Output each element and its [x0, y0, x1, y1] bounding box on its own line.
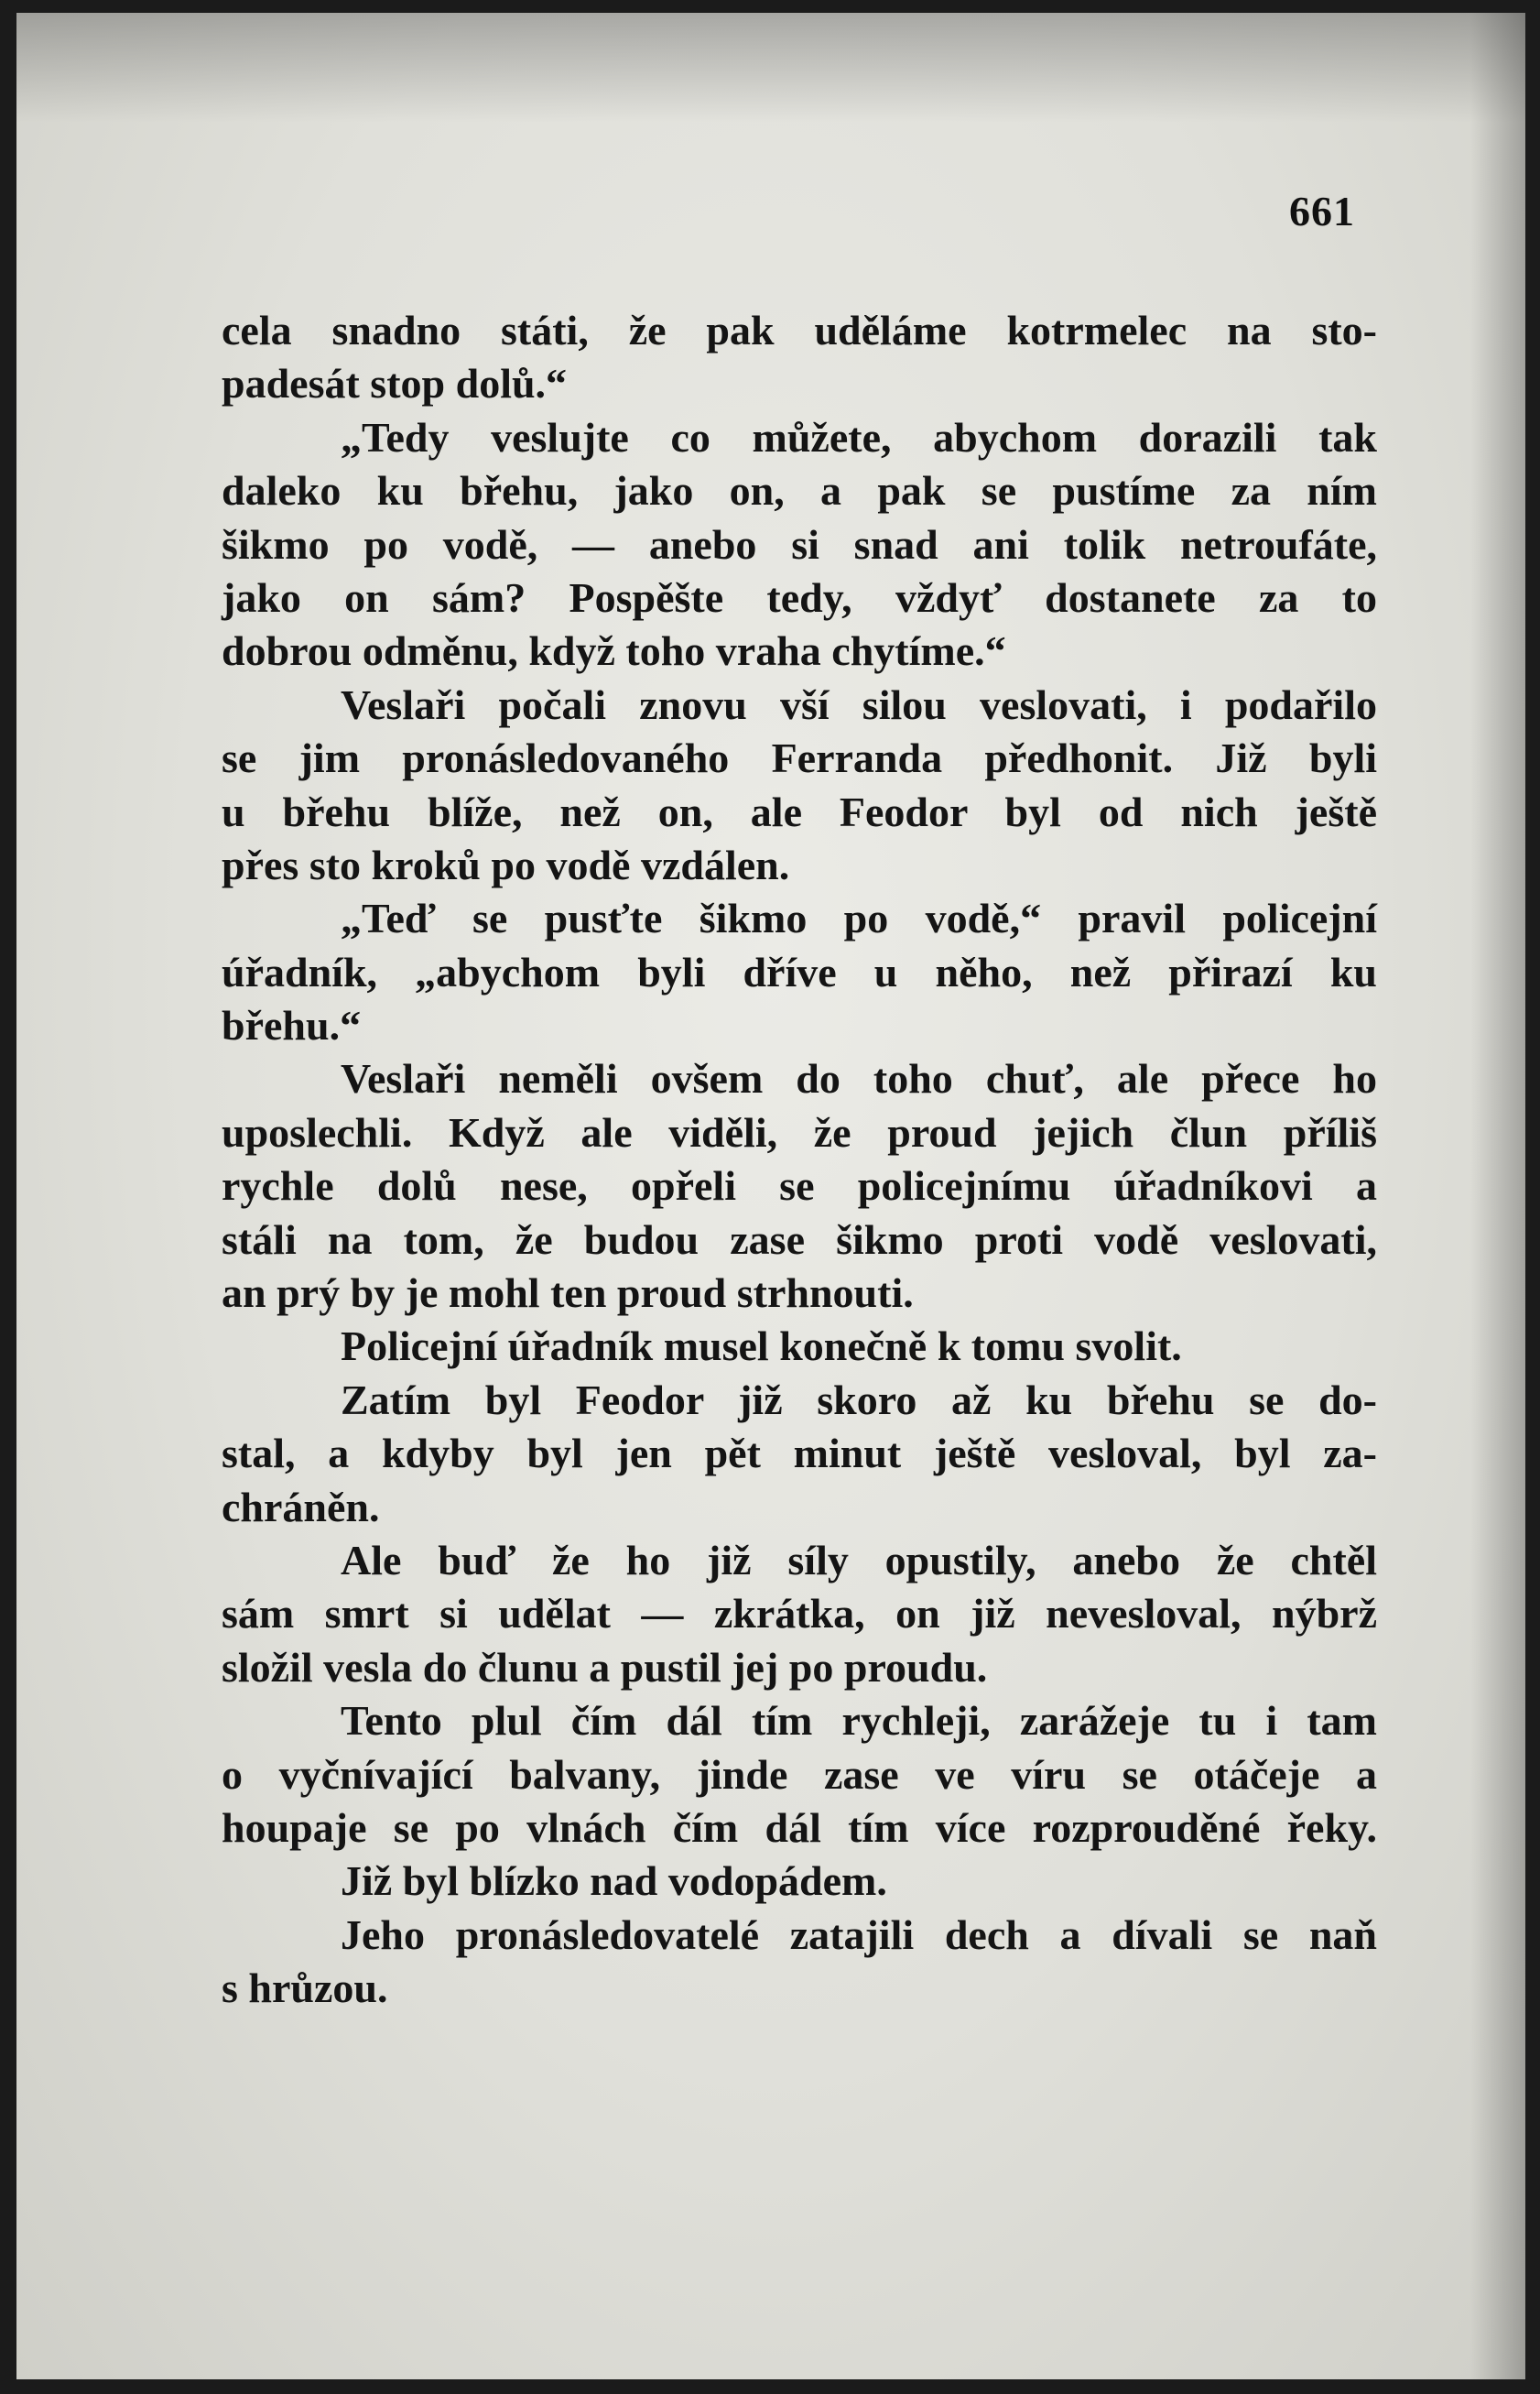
text-line: chráněn. — [222, 1483, 380, 1530]
page-number: 661 — [1289, 188, 1355, 234]
text-line: cela snadno státi, že pak uděláme kotrmelec na sto- — [222, 307, 1377, 354]
text-line: padesát stop dolů.“ — [222, 360, 568, 408]
text-line: stal, a kdyby byl jen pět minut ještě vesloval, byl za- — [222, 1430, 1377, 1477]
text-line: dobrou odměnu, když toho vraha chytíme.“ — [222, 627, 1006, 675]
text-line: „Tedy veslujte co můžete, abychom dorazili tak — [341, 413, 1377, 461]
text-line: s hrůzou. — [222, 1964, 388, 2012]
text-line: uposlechli. Když ale viděli, že proud jejich člun příliš — [222, 1108, 1377, 1156]
text-line: u břehu blíže, než on, ale Feodor byl od nich ještě — [222, 788, 1377, 835]
text-line: Ale buď že ho již síly opustily, anebo že chtěl — [341, 1536, 1377, 1583]
text-line: Zatím byl Feodor již skoro až ku břehu se do- — [341, 1376, 1377, 1423]
text-line: houpaje se po vlnách čím dál tím více rozprouděné řeky. — [222, 1803, 1377, 1851]
text-line: přes sto kroků po vodě vzdálen. — [222, 841, 790, 888]
text-line: Jeho pronásledovatelé zatajili dech a dívali se naň — [341, 1910, 1377, 1958]
text-line: sám smrt si udělat — zkrátka, on již nevesloval, nýbrž — [222, 1590, 1377, 1638]
text-line: Již byl blízko nad vodopádem. — [341, 1857, 887, 1905]
text-line: rychle dolů nese, opřeli se policejnímu úřadníkovi a — [222, 1162, 1377, 1210]
text-line: šikmo po vodě, — anebo si snad ani tolik netroufáte, — [222, 520, 1377, 568]
text-line: stáli na tom, že budou zase šikmo proti vodě veslovati, — [222, 1215, 1377, 1263]
text-line: Veslaři počali znovu vší silou veslovati, i podařilo — [341, 680, 1377, 728]
text-line: se jim pronásledovaného Ferranda předhonit. Již byli — [222, 735, 1377, 782]
text-line: Veslaři neměli ovšem do toho chuť, ale přece ho — [341, 1055, 1377, 1103]
text-line: an prý by je mohl ten proud strhnouti. — [222, 1269, 914, 1317]
text-line: úřadník, „abychom byli dříve u něho, než přirazí ku — [222, 948, 1377, 996]
text-line: jako on sám? Pospěšte tedy, vždyť dostanete za to — [222, 573, 1377, 621]
text-line: Tento plul čím dál tím rychleji, zarážeje tu i tam — [341, 1697, 1377, 1745]
book-page — [16, 13, 1525, 2379]
text-line: břehu.“ — [222, 1002, 362, 1050]
text-line: Policejní úřadník musel konečně k tomu svolit. — [341, 1322, 1182, 1370]
text-line: daleko ku břehu, jako on, a pak se pustíme za ním — [222, 467, 1377, 515]
text-line: o vyčnívající balvany, jinde zase ve víru se otáčeje a — [222, 1750, 1377, 1798]
body-text — [222, 304, 1377, 2016]
text-line: „Teď se pusťte šikmo po vodě,“ pravil policejní — [341, 895, 1377, 942]
text-line: složil vesla do člunu a pustil jej po proudu. — [222, 1643, 988, 1691]
